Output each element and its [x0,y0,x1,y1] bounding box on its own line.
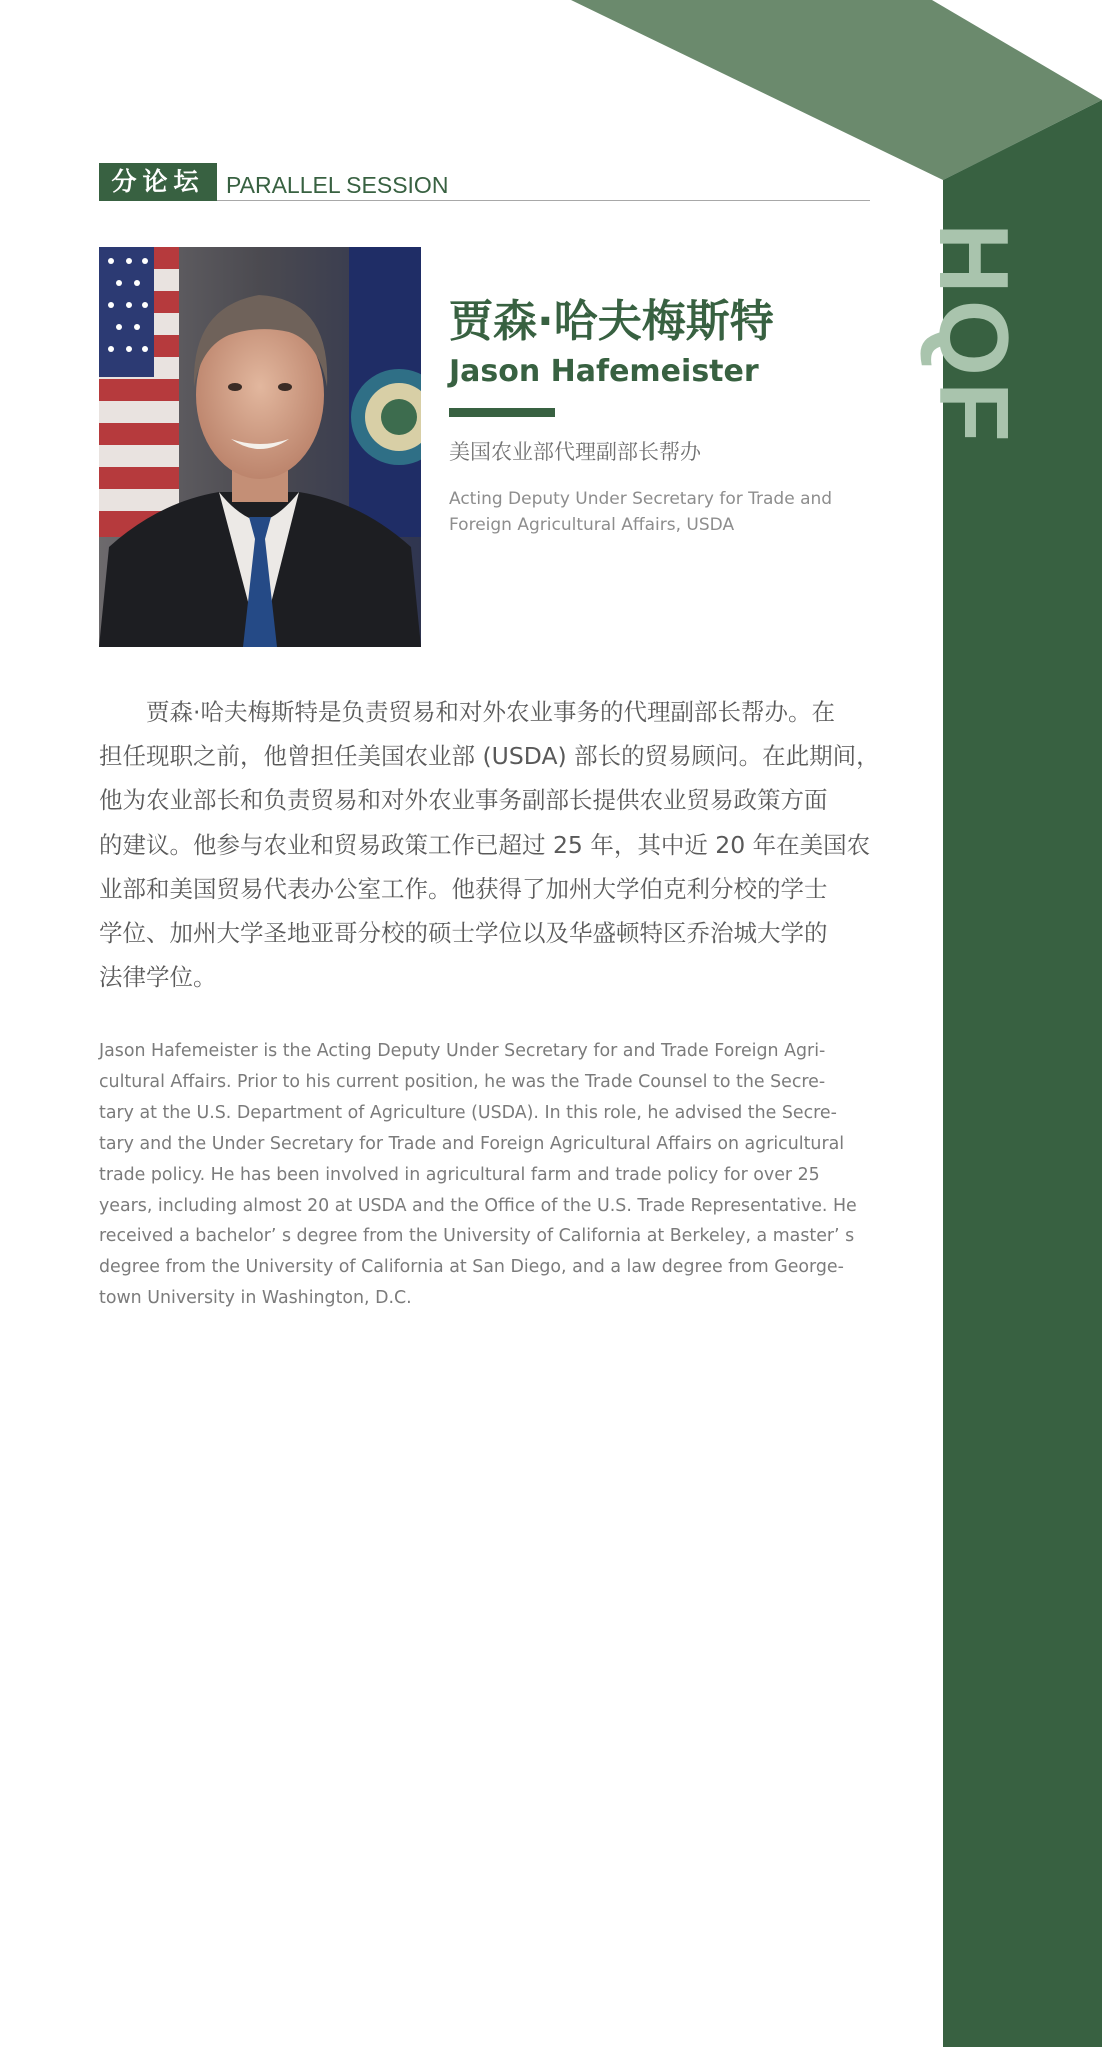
bio-en-line: town University in Washington, D.C. [99,1288,412,1309]
agency-flag [349,247,421,537]
speaker-name-en: Jason Hafemeister [449,354,759,389]
bio-chinese [99,690,903,999]
session-label: PARALLEL SESSION [226,172,449,198]
bio-en-line: cultural Affairs. Prior to his current position, he was the Trade Counsel to the Secre- [99,1071,826,1092]
bio-cn-line: 的建议。他参与农业和贸易政策工作已超过 25 年，其中近 20 年在美国农 [99,830,871,859]
bio-cn-line: 他为农业部长和负责贸易和对外农业事务副部长提供农业贸易政策方面 [99,786,828,815]
bio-cn-line: 学位、加州大学圣地亚哥分校的硕士学位以及华盛顿特区乔治城大学的 [99,919,828,948]
bio-cn-line: 贾森·哈夫梅斯特是负责贸易和对外农业事务的代理副部长帮办。在 [99,698,835,726]
bio-cn-line: 业部和美国贸易代表办公室工作。他获得了加州大学伯克利分校的学士 [99,874,828,903]
header-divider [217,200,870,201]
name-accent-bar [449,408,555,417]
bio-en-line: tary at the U.S. Department of Agriculture (USDA). In this role, he advised the Secre- [99,1102,837,1123]
us-flag [99,247,179,537]
bio-en-line: received a bachelor’ s degree from the University of California at Berkeley, a master’ s [99,1226,855,1247]
portrait-photo-icon [99,247,421,647]
speaker-name-cn: 贾森·哈夫梅斯特 [449,296,774,347]
speaker-photo [99,247,421,647]
bio-english [99,1036,903,1314]
bio-en-line: degree from the University of California at San Diego, and a law degree from George- [99,1257,844,1278]
speaker-title-cn: 美国农业部代理副部长帮办 [449,440,701,464]
bio-en-line: years, including almost 20 at USDA and the Office of the U.S. Trade Representative. He [99,1195,857,1216]
speaker-title-en [449,486,869,538]
bio-cn-line: 法律学位。 [99,963,217,992]
speaker-title-en-line: Acting Deputy Under Secretary for Trade and [449,489,833,509]
session-tag: 分论坛 [99,163,217,201]
hqf-watermark: HQF [919,223,1029,448]
bio-en-line: trade policy. He has been involved in agricultural farm and trade policy for over 25 [99,1164,820,1185]
bio-en-line: Jason Hafemeister is the Acting Deputy Under Secretary for and Trade Foreign Agri- [99,1041,826,1061]
bio-en-line: tary and the Under Secretary for Trade and Foreign Agricultural Affairs on agricultural [99,1133,845,1154]
speaker-title-en-line: Foreign Agricultural Affairs, USDA [449,515,735,535]
bio-cn-line: 担任现职之前，他曾担任美国农业部 (USDA) 部长的贸易顾问。在此期间， [99,742,880,771]
